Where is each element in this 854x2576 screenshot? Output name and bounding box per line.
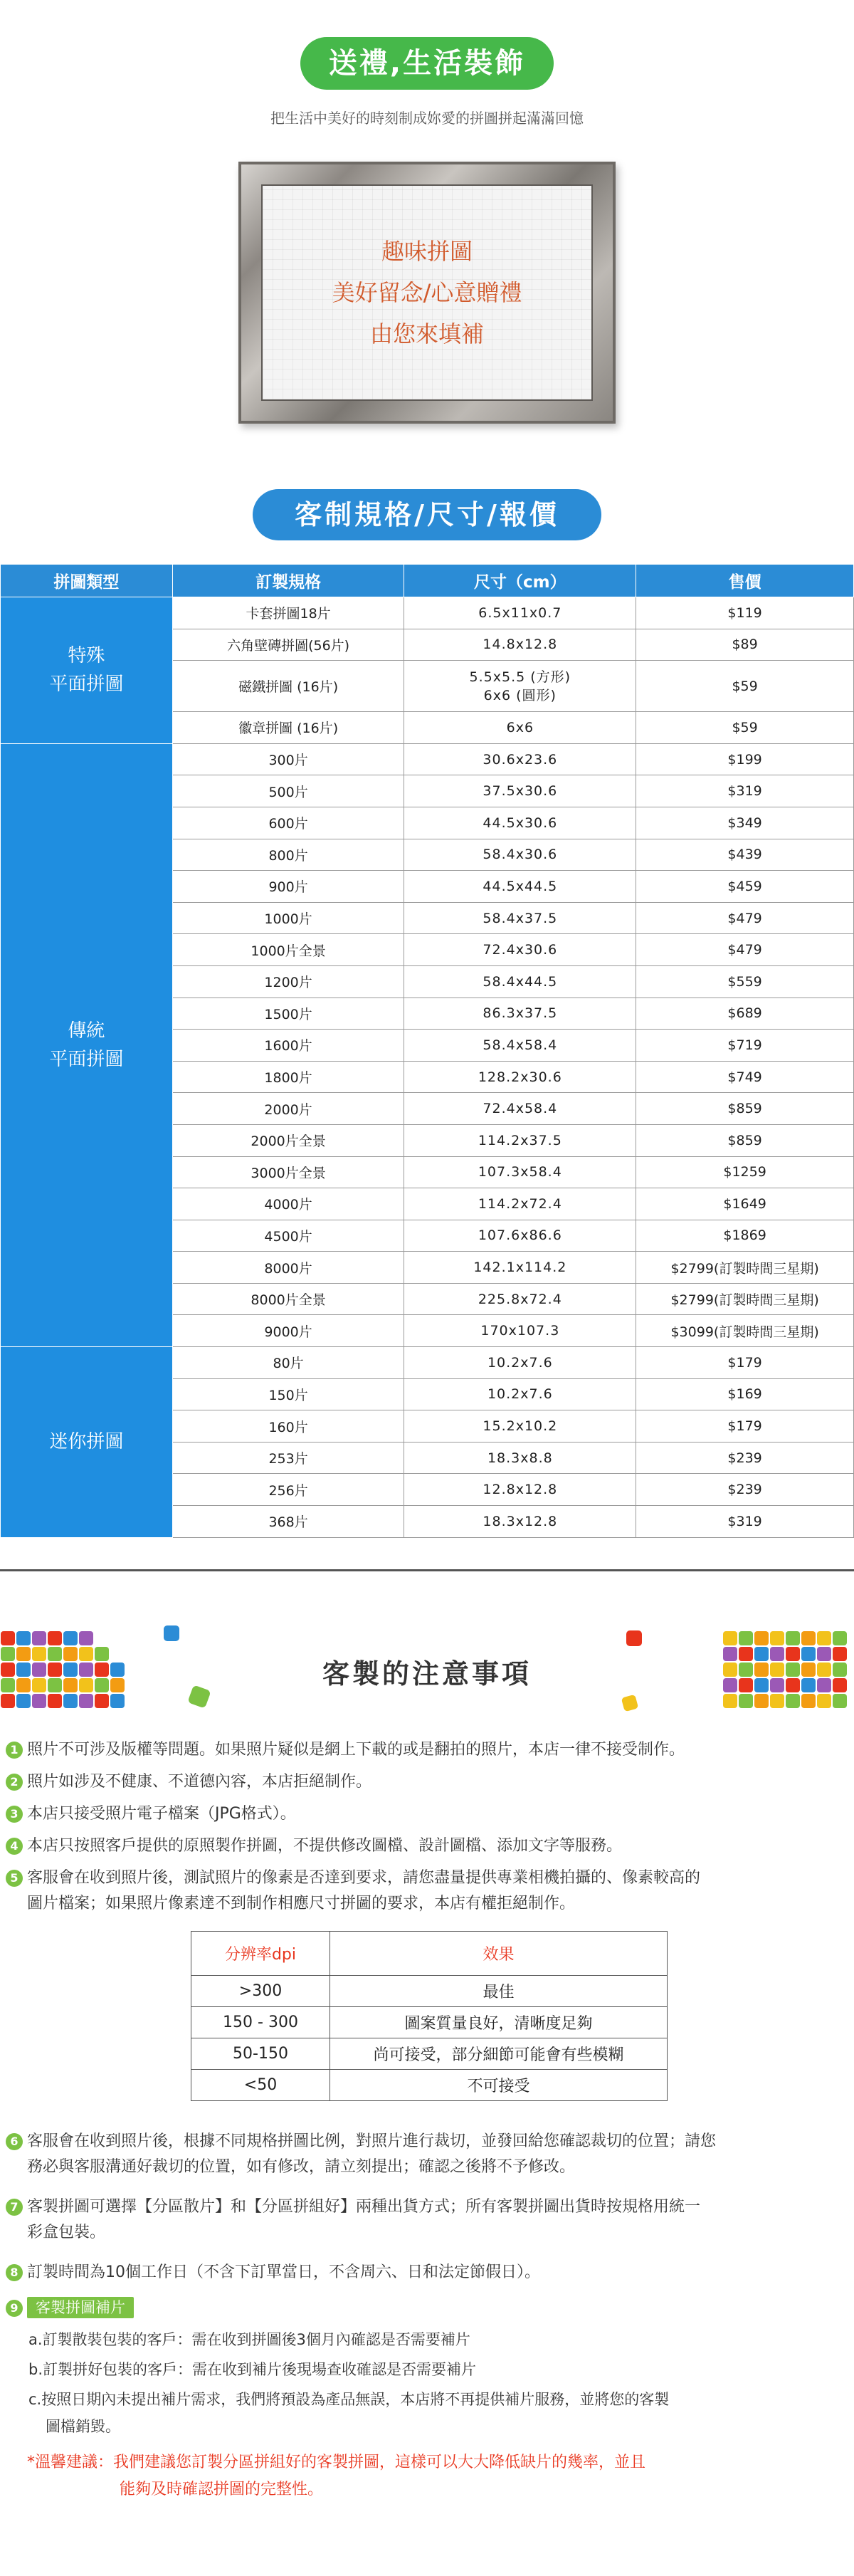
spec-cell: 1000片全景 [172,934,404,966]
number-badge-icon: 8 [6,2264,23,2281]
price-cell: $719 [636,1030,854,1062]
refill-item: 圖檔銷毀。 [46,2418,120,2435]
price-cell: $1649 [636,1188,854,1220]
spec-cell: 徽章拼圖 (16片) [172,712,404,744]
size-cell: 142.1x114.2 [404,1252,636,1284]
number-badge-icon: 1 [6,1742,23,1759]
col-header: 效果 [330,1932,668,1976]
spec-cell: 4000片 [172,1188,404,1220]
notice-item: 2 照片如涉及不健康、不道德內容，本店拒絕制作。 [6,1769,845,1795]
table-row: 150 - 300 圖案質量良好，清晰度足夠 [191,2007,668,2038]
refill-item: c.按照日期內未提出補片需求，我們將預設為產品無誤，本店將不再提供補片服務，並將您的客製 [28,2391,670,2408]
puzzle-piece-icon [164,1625,179,1641]
size-cell: 10.2x7.6 [404,1378,636,1410]
table-header-row [191,1932,668,1976]
spec-cell: 8000片 [172,1252,404,1284]
spec-cell: 卡套拼圖18片 [172,597,404,629]
col-header: 分辨率dpi [191,1932,330,1976]
spec-cell: 2000片全景 [172,1124,404,1156]
notice-item: 4 本店只按照客戶提供的原照製作拼圖，不提供修改圖檔、設計圖檔、添加文字等服務。 [6,1833,845,1859]
spec-cell: 3000片全景 [172,1156,404,1188]
price-cell: $179 [636,1347,854,1379]
notice-item: 7 客製拼圖可選擇【分區散片】和【分區拼組好】兩種出貨方式；所有客製拼圖出貨時按規格用統一 彩盒包裝。 [6,2194,845,2246]
refill-item: b.訂製拼好包裝的客戶：需在收到補片後現場查收確認是否需要補片 [28,2361,477,2378]
size-cell: 170x107.3 [404,1315,636,1347]
number-badge-icon: 2 [6,1774,23,1791]
spec-cell: 256片 [172,1474,404,1506]
size-cell: 58.4x30.6 [404,839,636,871]
price-cell: $169 [636,1378,854,1410]
size-cell: 10.2x7.6 [404,1347,636,1379]
framed-puzzle-image [238,162,616,424]
price-cell: $319 [636,775,854,807]
spec-cell: 1200片 [172,965,404,998]
size-cell: 18.3x8.8 [404,1442,636,1474]
col-header: 訂製規格 [172,565,404,597]
spec-cell: 六角壁磚拼圖(56片) [172,629,404,661]
spec-cell: 1000片 [172,902,404,934]
resolution-table [191,1931,668,2101]
size-cell: 107.3x58.4 [404,1156,636,1188]
table-row [1,743,854,775]
price-cell: $459 [636,871,854,903]
price-cell: $479 [636,902,854,934]
price-cell: $2799(訂製時間三星期) [636,1252,854,1284]
size-cell: 114.2x72.4 [404,1188,636,1220]
number-badge-icon: 6 [6,2133,23,2150]
spec-cell: 4500片 [172,1220,404,1252]
size-cell: 114.2x37.5 [404,1124,636,1156]
number-badge-icon: 9 [6,2300,23,2317]
notice-item: 3 本店只接受照片電子檔案（JPG格式）。 [6,1801,845,1827]
size-cell: 12.8x12.8 [404,1474,636,1506]
refill-tag: 客製拼圖補片 [27,2297,134,2318]
spec-price-table [0,564,854,1538]
size-cell: 128.2x30.6 [404,1061,636,1093]
price-cell: $239 [636,1474,854,1506]
size-cell: 30.6x23.6 [404,743,636,775]
size-cell: 14.8x12.8 [404,629,636,661]
price-cell: $3099(訂製時間三星期) [636,1315,854,1347]
spec-cell: 80片 [172,1347,404,1379]
spec-cell: 1600片 [172,1030,404,1062]
spec-cell: 1500片 [172,998,404,1030]
price-cell: $859 [636,1093,854,1125]
size-cell: 58.4x37.5 [404,902,636,934]
size-cell: 44.5x44.5 [404,871,636,903]
spec-cell: 8000片全景 [172,1283,404,1315]
spec-cell: 500片 [172,775,404,807]
size-cell: 72.4x58.4 [404,1093,636,1125]
spec-section-title: 客制規格/尺寸/報價 [253,489,601,540]
spec-cell: 800片 [172,839,404,871]
size-cell: 72.4x30.6 [404,934,636,966]
frame-text-line: 美好留念/心意贈禮 [332,279,522,306]
price-cell: $1259 [636,1156,854,1188]
number-badge-icon: 3 [6,1806,23,1823]
spec-cell: 600片 [172,807,404,839]
price-cell: $119 [636,597,854,629]
price-cell: $239 [636,1442,854,1474]
price-cell: $319 [636,1506,854,1538]
price-cell: $59 [636,712,854,744]
size-cell: 44.5x30.6 [404,807,636,839]
notice-item: 5 客服會在收到照片後，測試照片的像素是否達到要求，請您盡量提供專業相機拍攝的、像素較高的 圖片檔案；如果照片像素達不到制作相應尺寸拼圖的要求，本店有權拒絕制作。 [6,1865,845,1917]
price-cell: $89 [636,629,854,661]
notice-item: 6 客服會在收到照片後，根據不同規格拼圖比例，對照片進行裁切，並發回給您確認裁切的位置；請您 務必與客服溝通好裁切的位置，如有修改，請立刻提出；確認之後將不予修改。 [6,2129,845,2180]
table-header-row [1,565,854,597]
frame-text-line: 由您來填補 [369,320,484,347]
table-row: <50 不可接受 [191,2070,668,2101]
col-header: 售價 [636,565,854,597]
size-cell: 58.4x44.5 [404,965,636,998]
number-badge-icon: 7 [6,2199,23,2216]
notice-item: 1 照片不可涉及版權等問題。如果照片疑似是網上下載的或是翻拍的照片，本店一律不接受制作。 [6,1737,845,1763]
price-cell: $859 [636,1124,854,1156]
frame-text-line: 趣味拼圖 [381,238,473,265]
table-row [1,1347,854,1379]
notice-item: 8 訂製時間為10個工作日（不含下訂單當日，不含周六、日和法定節假日）。 [6,2260,845,2286]
spec-cell: 160片 [172,1410,404,1443]
size-cell: 58.4x58.4 [404,1030,636,1062]
spec-cell: 253片 [172,1442,404,1474]
spec-cell: 9000片 [172,1315,404,1347]
size-cell: 86.3x37.5 [404,998,636,1030]
header-title: 送禮,生活裝飾 [300,37,554,90]
size-cell: 6x6 [404,712,636,744]
table-row [1,597,854,629]
number-badge-icon: 4 [6,1838,23,1855]
header-subtitle: 把生活中美好的時刻制成妳愛的拼圖拼起滿滿回憶 [270,110,584,127]
spec-cell: 900片 [172,871,404,903]
warm-tip: *溫馨建議：我們建議您訂製分區拼組好的客製拼圖，這樣可以大大降低缺片的幾率，並且 能夠及時確認拼圖的完整性。 [27,2454,646,2498]
size-cell: 6.5x11x0.7 [404,597,636,629]
puzzle-piece-icon [626,1630,642,1646]
size-cell: 37.5x30.6 [404,775,636,807]
price-cell: $2799(訂製時間三星期) [636,1283,854,1315]
spec-cell: 磁鐵拼圖 (16片) [172,661,404,712]
spec-cell: 300片 [172,743,404,775]
price-cell: $439 [636,839,854,871]
price-cell: $199 [636,743,854,775]
group-label: 傳統 平面拼圖 [1,743,173,1346]
refill-item: a.訂製散裝包裝的客戶：需在收到拼圖後3個月內確認是否需要補片 [28,2331,470,2348]
price-cell: $479 [636,934,854,966]
spec-cell: 1800片 [172,1061,404,1093]
notice-item [6,2295,845,2321]
divider [0,1569,854,1571]
size-cell: 5.5x5.5 (方形) 6x6 (圓形) [404,661,636,712]
spec-cell: 368片 [172,1506,404,1538]
price-cell: $349 [636,807,854,839]
col-header: 拼圖類型 [1,565,173,597]
group-label: 特殊 平面拼圖 [1,597,173,744]
price-cell: $1869 [636,1220,854,1252]
size-cell: 18.3x12.8 [404,1506,636,1538]
number-badge-icon: 5 [6,1870,23,1887]
puzzle-canvas [261,184,593,401]
price-cell: $179 [636,1410,854,1443]
table-row: >300 最佳 [191,1976,668,2007]
size-cell: 107.6x86.6 [404,1220,636,1252]
price-cell: $749 [636,1061,854,1093]
spec-cell: 2000片 [172,1093,404,1125]
puzzle-piece-icon [621,1695,638,1712]
size-cell: 15.2x10.2 [404,1410,636,1443]
spec-cell: 150片 [172,1378,404,1410]
price-cell: $59 [636,661,854,712]
price-cell: $559 [636,965,854,998]
group-label: 迷你拼圖 [1,1347,173,1538]
table-row: 50-150 尚可接受，部分細節可能會有些模糊 [191,2038,668,2070]
col-header: 尺寸（cm） [404,565,636,597]
size-cell: 225.8x72.4 [404,1283,636,1315]
price-cell: $689 [636,998,854,1030]
notice-title: 客製的注意事項 [322,1658,532,1690]
